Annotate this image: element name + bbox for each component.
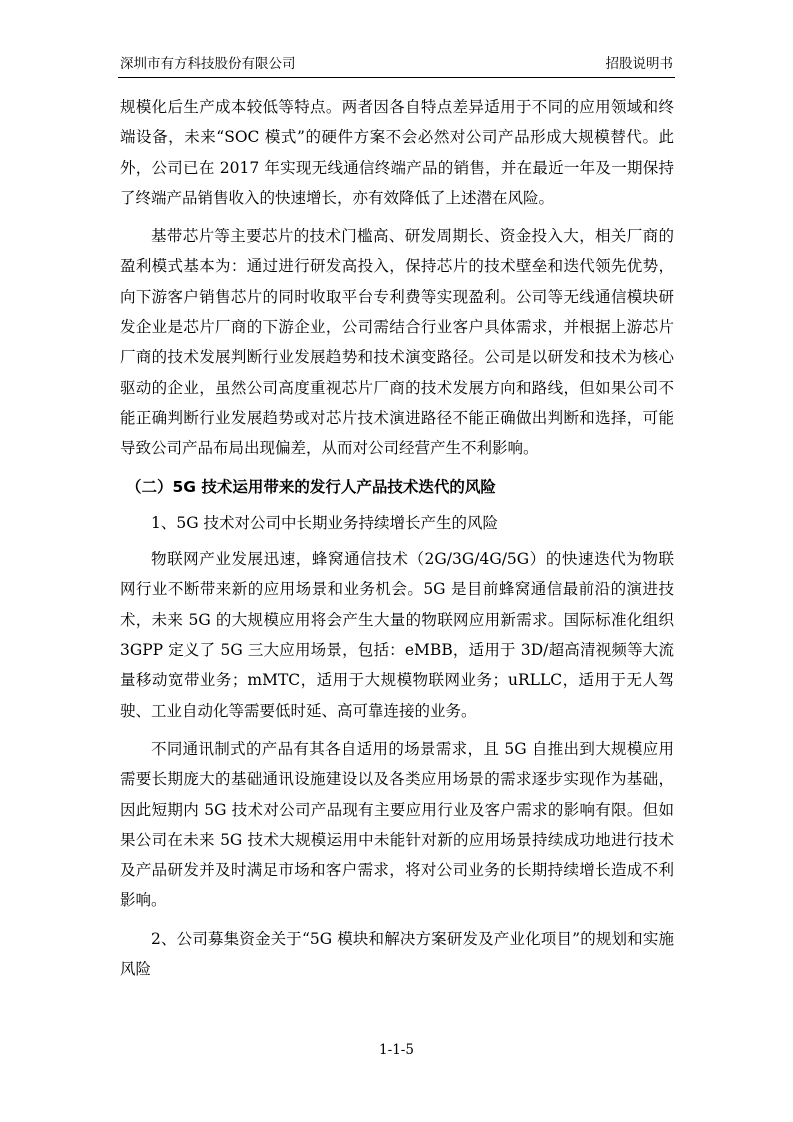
subsection-title-5g-growth-risk: 1、5G 技术对公司中长期业务持续增长产生的风险 xyxy=(151,513,499,532)
paragraph-communication-standards: 不同通讯制式的产品有其各自适用的场景需求，且 5G 自推出到大规模应用需要长期庞大的基础通讯设施建设以及各类应用场景的需求逐步实现作为基础，因此短期内 5G 技术对公司产品现有主要应用行业及客户需求的影响有限。但如果公司在未来 5G 技术大规模运用中未能针对新的应用场景持续成功地进行技术及产品研发并及时满足市场和客户需求，将对公司业务的长期持续增长造成不利影响。 xyxy=(120,739,674,910)
paragraph-iot-industry: 物联网产业发展迅速，蜂窝通信技术（2G/3G/4G/5G）的快速迭代为物联网行业不断带来新的应用场景和业务机会。5G 是目前蜂窝通信最前沿的演进技术，未来 5G 的大规模应用将会产生大量的物联网应用新需求。国际标准化组织 3GPP 定义了 5G 三大应用场景，包括：eMBB，适用于 3D/超高清视频等大流量移动宽带业务；mMTC，适用于大规模物联网业务；uRLLC，适用于无人驾驶、工业自动化等需要低时延、高可靠连接的业务。 xyxy=(120,550,674,720)
section-heading-5g-risk: （二）5G 技术运用带来的发行人产品技术迭代的风险 xyxy=(126,477,496,496)
header-document-type: 招股说明书 xyxy=(605,56,673,72)
paragraph-baseband-chips: 基带芯片等主要芯片的技术门槛高、研发周期长、资金投入大，相关厂商的盈利模式基本为：通过进行研发高投入，保持芯片的技术壁垒和迭代领先优势，向下游客户销售芯片的同时收取平台专利费等实现盈利。公司等无线通信模块研发企业是芯片厂商的下游企业，公司需结合行业客户具体需求，并根据上游芯片厂商的技术发展判断行业发展趋势和技术演变路径。公司是以研发和技术为核心驱动的企业，虽然公司高度重视芯片厂商的技术发展方向和路线，但如果公司不能正确判断行业发展趋势或对芯片技术演进路径不能正确做出判断和选择，可能导致公司产品布局出现偏差，从而对公司经营产生不利影响。 xyxy=(120,227,674,458)
page-number: 1-1-5 xyxy=(379,1042,414,1058)
header-company-name: 深圳市有方科技股份有限公司 xyxy=(120,56,296,72)
page-body xyxy=(120,92,674,984)
subsection-title-fundraising-risk: 2、公司募集资金关于“5G 模块和解决方案研发及产业化项目”的规划和实施风险 xyxy=(120,929,674,979)
paragraph-soc-mode: 规模化后生产成本较低等特点。两者因各自特点差异适用于不同的应用领域和终端设备，未来“SOC 模式”的硬件方案不会必然对公司产品形成大规模替代。此外，公司已在 2017 年实现无线通信终端产品的销售，并在最近一年及一期保持了终端产品销售收入的快速增长，亦有效降低了上述潜在风险。 xyxy=(120,98,674,207)
page-header xyxy=(118,55,675,78)
